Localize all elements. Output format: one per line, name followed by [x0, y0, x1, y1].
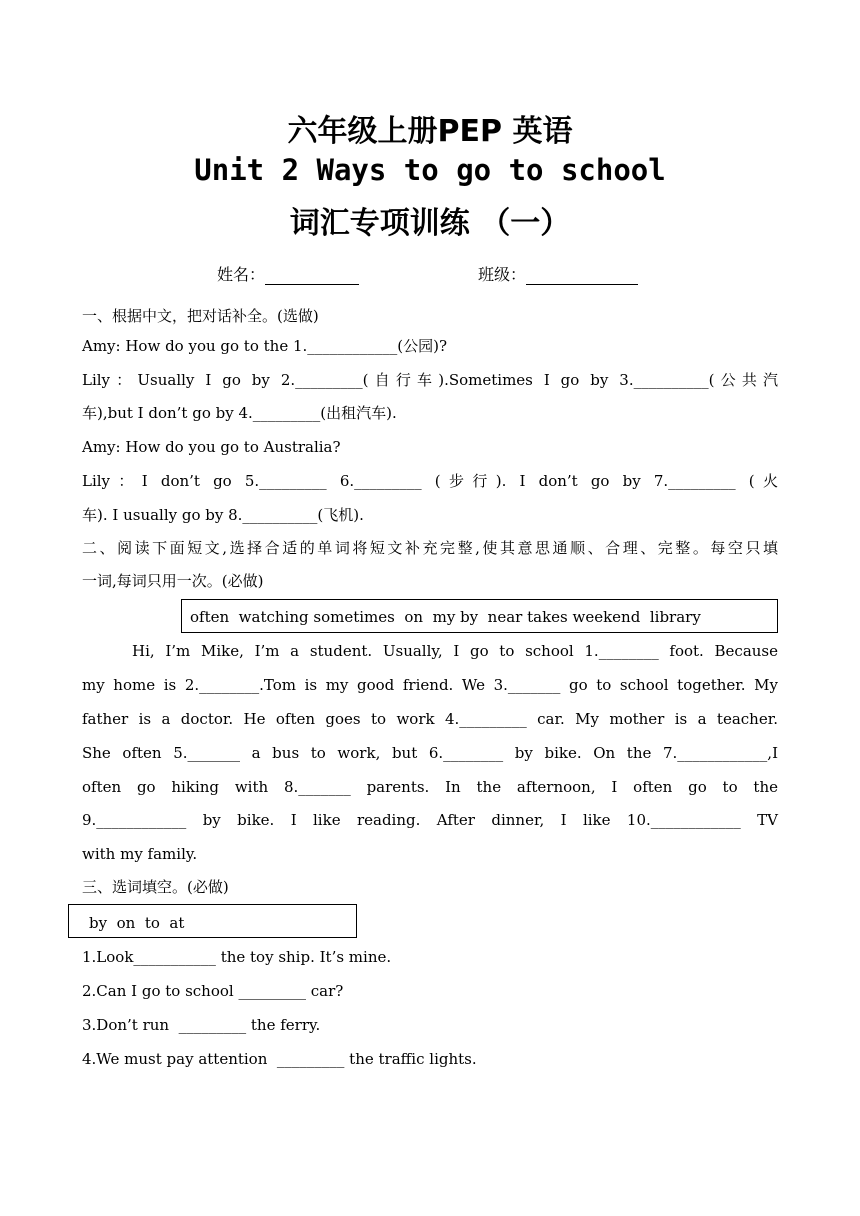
section2-word-bank: often watching sometimes on my by near takes weekend library: [181, 599, 778, 633]
exercise-item: 1.Look___________ the toy ship. It’s mine.: [82, 948, 392, 966]
passage-line: She often 5._______ a bus to work, but 6.________ by bike. On the 7.____________,I: [82, 744, 778, 762]
section3-heading: 三、选词填空。(必做): [82, 878, 229, 896]
exercise-item: 2.Can I go to school _________ car?: [82, 982, 344, 1000]
class-field[interactable]: [478, 262, 638, 285]
name-label: 姓名：: [217, 265, 266, 284]
title-unit: Unit 2 Ways to go to school: [194, 153, 666, 187]
title-topic: 词汇专项训练 （一）: [289, 206, 571, 241]
passage-line: my home is 2.________.Tom is my good friend. We 3._______ go to school together. My: [82, 676, 778, 694]
section1-line: Amy: How do you go to Australia?: [82, 438, 341, 456]
passage-line: Hi, I’m Mike, I’m a student. Usually, I go to school 1.________ foot. Because: [132, 642, 778, 660]
section1-line: Amy: How do you go to the 1.____________(公园)?: [82, 337, 448, 355]
section1-line: Lily：I don’t go 5._________ 6._________ (步行). I don’t go by 7._________ (火: [82, 472, 778, 490]
class-blank[interactable]: [526, 268, 638, 285]
section1-line: 车). I usually go by 8.__________(飞机).: [82, 506, 364, 524]
passage-line: 9.____________ by bike. I like reading. After dinner, I like 10.____________ TV: [82, 811, 778, 829]
section2-heading-cont: 一词,每词只用一次。(必做): [82, 572, 264, 590]
passage-line: father is a doctor. He often goes to work 4._________ car. My mother is a teacher.: [82, 710, 778, 728]
section1-line: 车),but I don’t go by 4._________(出租汽车).: [82, 404, 397, 422]
title-grade: 六年级上册PEP 英语: [287, 114, 573, 149]
section3-word-bank: by on to at: [68, 904, 357, 938]
section2-heading: 二、阅读下面短文,选择合适的单词将短文补充完整,使其意思通顺、合理、完整。每空只填: [82, 539, 778, 557]
class-label: 班级：: [478, 265, 527, 284]
passage-line: with my family.: [82, 845, 198, 863]
name-blank[interactable]: [265, 268, 359, 285]
section1-heading: 一、根据中文，把对话补全。(选做): [82, 307, 319, 325]
exercise-item: 4.We must pay attention _________ the traffic lights.: [82, 1050, 477, 1068]
passage-line: often go hiking with 8._______ parents. In the afternoon, I often go to the: [82, 778, 778, 796]
name-field[interactable]: [217, 262, 359, 285]
section1-line: Lily：Usually I go by 2._________(自行车).Sometimes I go by 3.__________(公共汽: [82, 371, 778, 389]
exercise-item: 3.Don’t run _________ the ferry.: [82, 1016, 321, 1034]
